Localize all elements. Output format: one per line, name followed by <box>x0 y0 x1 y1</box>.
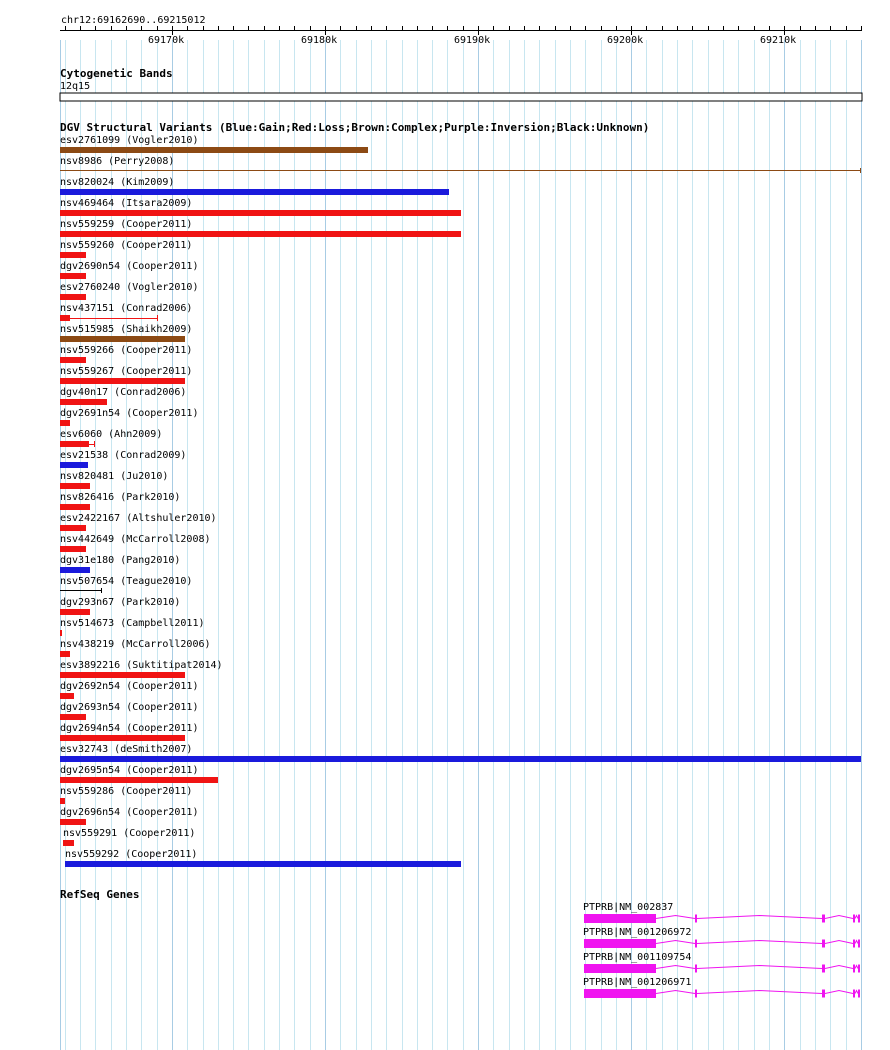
variant-bar[interactable] <box>60 231 461 237</box>
exon-block <box>822 940 825 948</box>
exon-block <box>858 940 860 948</box>
transcript-label: PTPRB|NM_001206971 <box>583 977 692 988</box>
variant-bar[interactable] <box>60 567 90 573</box>
variant-label: dgv40n17 (Conrad2006) <box>60 387 187 398</box>
exon-utr-block <box>584 939 656 948</box>
variant-bar[interactable] <box>60 378 185 384</box>
variant-label: nsv559267 (Cooper2011) <box>60 366 193 377</box>
variant-end-cap <box>157 315 158 321</box>
exon-block <box>822 990 825 998</box>
variant-label: nsv437151 (Conrad2006) <box>60 303 193 314</box>
variant-bar[interactable] <box>60 147 368 153</box>
variant-end-cap <box>860 168 861 173</box>
variant-tail <box>70 318 157 319</box>
refseq-track-title: RefSeq Genes <box>60 888 140 901</box>
variant-bar[interactable] <box>60 630 62 636</box>
ruler-tick-label: 69170k <box>148 35 185 46</box>
variant-bar[interactable] <box>60 483 90 489</box>
intron-line <box>656 916 695 919</box>
variant-bar[interactable] <box>60 756 861 762</box>
variant-bar[interactable] <box>60 504 90 510</box>
exon-block <box>695 965 697 973</box>
exon-block <box>853 965 855 973</box>
ruler-tick-label: 69190k <box>454 35 491 46</box>
exon-block <box>853 990 855 998</box>
region-label: chr12:69162690..69215012 <box>61 15 206 26</box>
variant-label: esv3892216 (Suktitipat2014) <box>60 660 223 671</box>
exon-block <box>695 915 697 923</box>
variant-bar[interactable] <box>60 170 861 171</box>
intron-line <box>825 991 853 994</box>
dgv-track-title: DGV Structural Variants (Blue:Gain;Red:Loss;Brown:Complex;Purple:Inversion;Black:Unknown) <box>60 121 650 134</box>
transcript-label: PTPRB|NM_001206972 <box>583 927 692 938</box>
intron-line <box>855 941 858 944</box>
intron-line <box>656 991 695 994</box>
variant-label: dgv2694n54 (Cooper2011) <box>60 723 199 734</box>
variant-label: dgv2695n54 (Cooper2011) <box>60 765 199 776</box>
variant-bar[interactable] <box>60 777 218 783</box>
variant-bar[interactable] <box>60 252 86 258</box>
variant-bar[interactable] <box>60 735 185 741</box>
intron-line <box>697 916 822 919</box>
intron-line <box>697 991 822 994</box>
intron-line <box>855 991 858 994</box>
variant-bar[interactable] <box>60 294 86 300</box>
variant-label: nsv514673 (Campbell2011) <box>60 618 205 629</box>
exon-block <box>695 990 697 998</box>
intron-line <box>855 916 858 919</box>
variant-bar[interactable] <box>60 189 449 195</box>
variant-end-cap <box>101 588 102 593</box>
variant-end-cap <box>94 441 95 447</box>
variant-label: esv2422167 (Altshuler2010) <box>60 513 217 524</box>
variant-label: nsv559266 (Cooper2011) <box>60 345 193 356</box>
variant-label: nsv559286 (Cooper2011) <box>60 786 193 797</box>
exon-block <box>822 965 825 973</box>
variant-bar[interactable] <box>60 399 107 405</box>
exon-utr-block <box>584 989 656 998</box>
variant-bar[interactable] <box>60 590 102 591</box>
variant-label: nsv559292 (Cooper2011) <box>65 849 198 860</box>
variant-bar[interactable] <box>60 315 70 321</box>
variant-label: nsv826416 (Park2010) <box>60 492 181 503</box>
variant-bar[interactable] <box>60 441 89 447</box>
transcript-label: PTPRB|NM_001109754 <box>583 952 692 963</box>
variant-bar[interactable] <box>60 420 70 426</box>
variant-label: dgv31e180 (Pang2010) <box>60 555 181 566</box>
variant-label: dgv2693n54 (Cooper2011) <box>60 702 199 713</box>
variant-label: dgv293n67 (Park2010) <box>60 597 181 608</box>
cytoband-track-title: Cytogenetic Bands <box>60 67 173 80</box>
variant-bar[interactable] <box>60 210 461 216</box>
ruler-tick-label: 69210k <box>760 35 797 46</box>
variant-label: esv21538 (Conrad2009) <box>60 450 187 461</box>
cytoband-label: 12q15 <box>60 81 91 92</box>
variant-bar[interactable] <box>60 714 86 720</box>
exon-block <box>858 915 860 923</box>
intron-line <box>825 941 853 944</box>
exon-block <box>858 965 860 973</box>
intron-line <box>656 941 695 944</box>
intron-line <box>697 941 822 944</box>
exon-block <box>822 915 825 923</box>
variant-label: nsv8986 (Perry2008) <box>60 156 175 167</box>
variant-label: esv6060 (Ahn2009) <box>60 429 163 440</box>
variant-bar[interactable] <box>60 462 88 468</box>
variant-label: esv32743 (deSmith2007) <box>60 744 193 755</box>
variant-label: dgv2691n54 (Cooper2011) <box>60 408 199 419</box>
variant-label: nsv820481 (Ju2010) <box>60 471 169 482</box>
exon-utr-block <box>584 914 656 923</box>
variant-label: nsv820024 (Kim2009) <box>60 177 175 188</box>
variant-bar[interactable] <box>60 693 74 699</box>
variant-bar[interactable] <box>60 336 185 342</box>
exon-block <box>853 940 855 948</box>
variant-bar[interactable] <box>60 546 86 552</box>
variant-label: dgv2692n54 (Cooper2011) <box>60 681 199 692</box>
intron-line <box>855 966 858 969</box>
variant-bar[interactable] <box>60 672 185 678</box>
variant-bar[interactable] <box>60 357 86 363</box>
variant-label: dgv2690n54 (Cooper2011) <box>60 261 199 272</box>
intron-line <box>825 966 853 969</box>
variant-label: esv2760240 (Vogler2010) <box>60 282 199 293</box>
variant-label: nsv469464 (Itsara2009) <box>60 198 193 209</box>
variant-bar[interactable] <box>60 798 65 804</box>
exon-block <box>858 990 860 998</box>
variant-label: nsv559259 (Cooper2011) <box>60 219 193 230</box>
intron-line <box>825 916 853 919</box>
cytoband-ideogram <box>60 93 862 101</box>
exon-block <box>853 915 855 923</box>
variant-label: nsv442649 (McCarroll2008) <box>60 534 211 545</box>
variant-bar[interactable] <box>60 651 70 657</box>
variant-label: nsv507654 (Teague2010) <box>60 576 193 587</box>
variant-label: nsv559260 (Cooper2011) <box>60 240 193 251</box>
variant-label: nsv559291 (Cooper2011) <box>63 828 196 839</box>
variant-bar[interactable] <box>60 525 86 531</box>
variant-label: nsv515985 (Shaikh2009) <box>60 324 193 335</box>
intron-line <box>697 966 822 969</box>
transcript-label: PTPRB|NM_002837 <box>583 902 674 913</box>
variant-bar[interactable] <box>65 861 461 867</box>
variant-bar[interactable] <box>63 840 74 846</box>
variant-label: esv2761099 (Vogler2010) <box>60 135 199 146</box>
ruler-tick-label: 69180k <box>301 35 338 46</box>
variant-label: dgv2696n54 (Cooper2011) <box>60 807 199 818</box>
variant-bar[interactable] <box>60 819 86 825</box>
variant-bar[interactable] <box>60 273 86 279</box>
exon-utr-block <box>584 964 656 973</box>
exon-block <box>695 940 697 948</box>
ruler-tick-label: 69200k <box>607 35 644 46</box>
variant-bar[interactable] <box>60 609 90 615</box>
variant-label: nsv438219 (McCarroll2006) <box>60 639 211 650</box>
intron-line <box>656 966 695 969</box>
